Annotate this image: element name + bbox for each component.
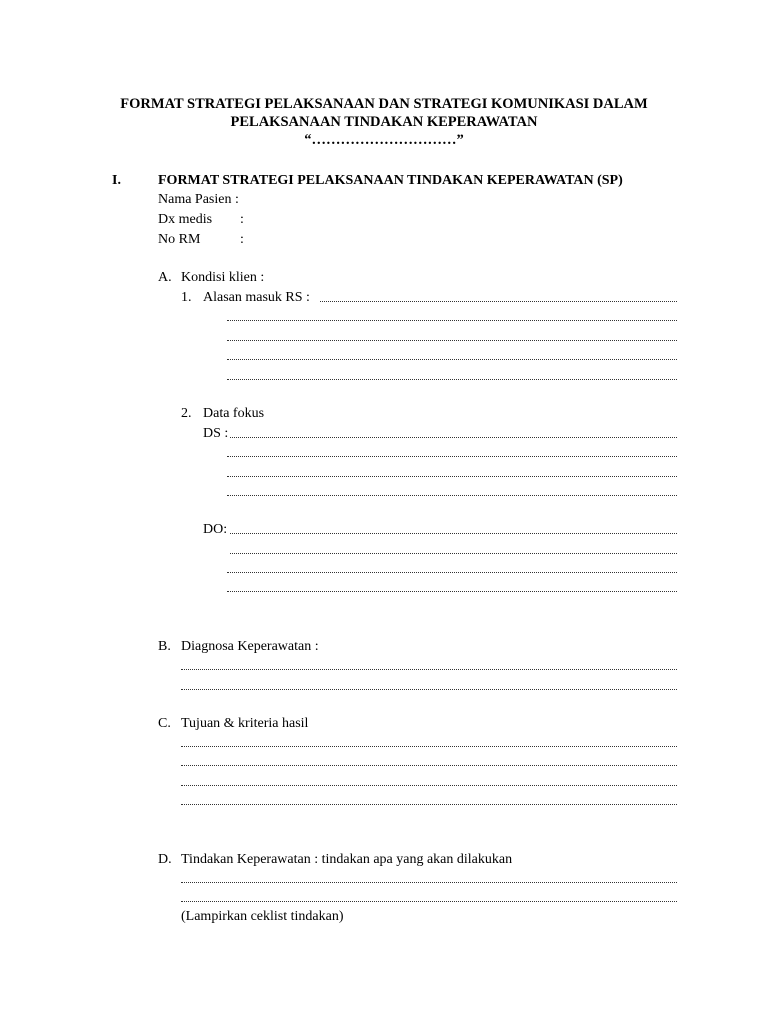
section-c-label: Tujuan & kriteria hasil: [181, 716, 309, 731]
do-line-2[interactable]: [230, 552, 677, 554]
tujuan-line-4[interactable]: [181, 803, 677, 805]
dx-medis-colon: :: [240, 212, 244, 227]
do-label: DO:: [203, 522, 228, 537]
section-heading: FORMAT STRATEGI PELAKSANAAN TINDAKAN KEPERAWATAN (SP): [158, 173, 623, 188]
section-a-label: Kondisi klien :: [181, 270, 265, 285]
item-1-number: 1.: [181, 290, 192, 305]
section-d-letter: D.: [158, 852, 172, 867]
item-2-label: Data fokus: [203, 406, 265, 421]
document-title-line-3: “…………………………”: [304, 132, 464, 148]
section-number: I.: [112, 173, 121, 188]
dx-medis-label: Dx medis: [158, 212, 213, 227]
lampirkan-note: (Lampirkan ceklist tindakan): [181, 909, 344, 924]
ds-label: DS :: [203, 426, 229, 441]
tujuan-line-1[interactable]: [181, 745, 677, 747]
alasan-masuk-line-2[interactable]: [227, 319, 677, 321]
ds-line-4[interactable]: [227, 494, 677, 496]
ds-line-1[interactable]: [230, 436, 677, 438]
tujuan-line-3[interactable]: [181, 784, 677, 786]
section-b-letter: B.: [158, 639, 171, 654]
alasan-masuk-line-3[interactable]: [227, 339, 677, 341]
section-a-letter: A.: [158, 270, 172, 285]
alasan-masuk-line-5[interactable]: [227, 378, 677, 380]
tindakan-line-2[interactable]: [181, 900, 677, 902]
do-line-4[interactable]: [227, 590, 677, 592]
do-line-3[interactable]: [227, 571, 677, 573]
alasan-masuk-line-4[interactable]: [227, 358, 677, 360]
nama-pasien-label: Nama Pasien :: [158, 192, 239, 207]
no-rm-label: No RM: [158, 232, 201, 247]
do-line-1[interactable]: [230, 532, 677, 534]
section-c-letter: C.: [158, 716, 171, 731]
alasan-masuk-line-1[interactable]: [320, 300, 677, 302]
document-title-line-2: PELAKSANAAN TINDAKAN KEPERAWATAN: [230, 114, 538, 130]
ds-line-3[interactable]: [227, 475, 677, 477]
diagnosa-line-2[interactable]: [181, 688, 677, 690]
ds-line-2[interactable]: [227, 455, 677, 457]
document-title-line-1: FORMAT STRATEGI PELAKSANAAN DAN STRATEGI KOMUNIKASI DALAM: [120, 96, 648, 112]
no-rm-colon: :: [240, 232, 244, 247]
tindakan-line-1[interactable]: [181, 881, 677, 883]
diagnosa-line-1[interactable]: [181, 668, 677, 670]
tujuan-line-2[interactable]: [181, 764, 677, 766]
item-1-label: Alasan masuk RS :: [203, 290, 310, 305]
section-d-label: Tindakan Keperawatan : tindakan apa yang akan dilakukan: [181, 852, 513, 867]
section-b-label: Diagnosa Keperawatan :: [181, 639, 319, 654]
item-2-number: 2.: [181, 406, 192, 421]
